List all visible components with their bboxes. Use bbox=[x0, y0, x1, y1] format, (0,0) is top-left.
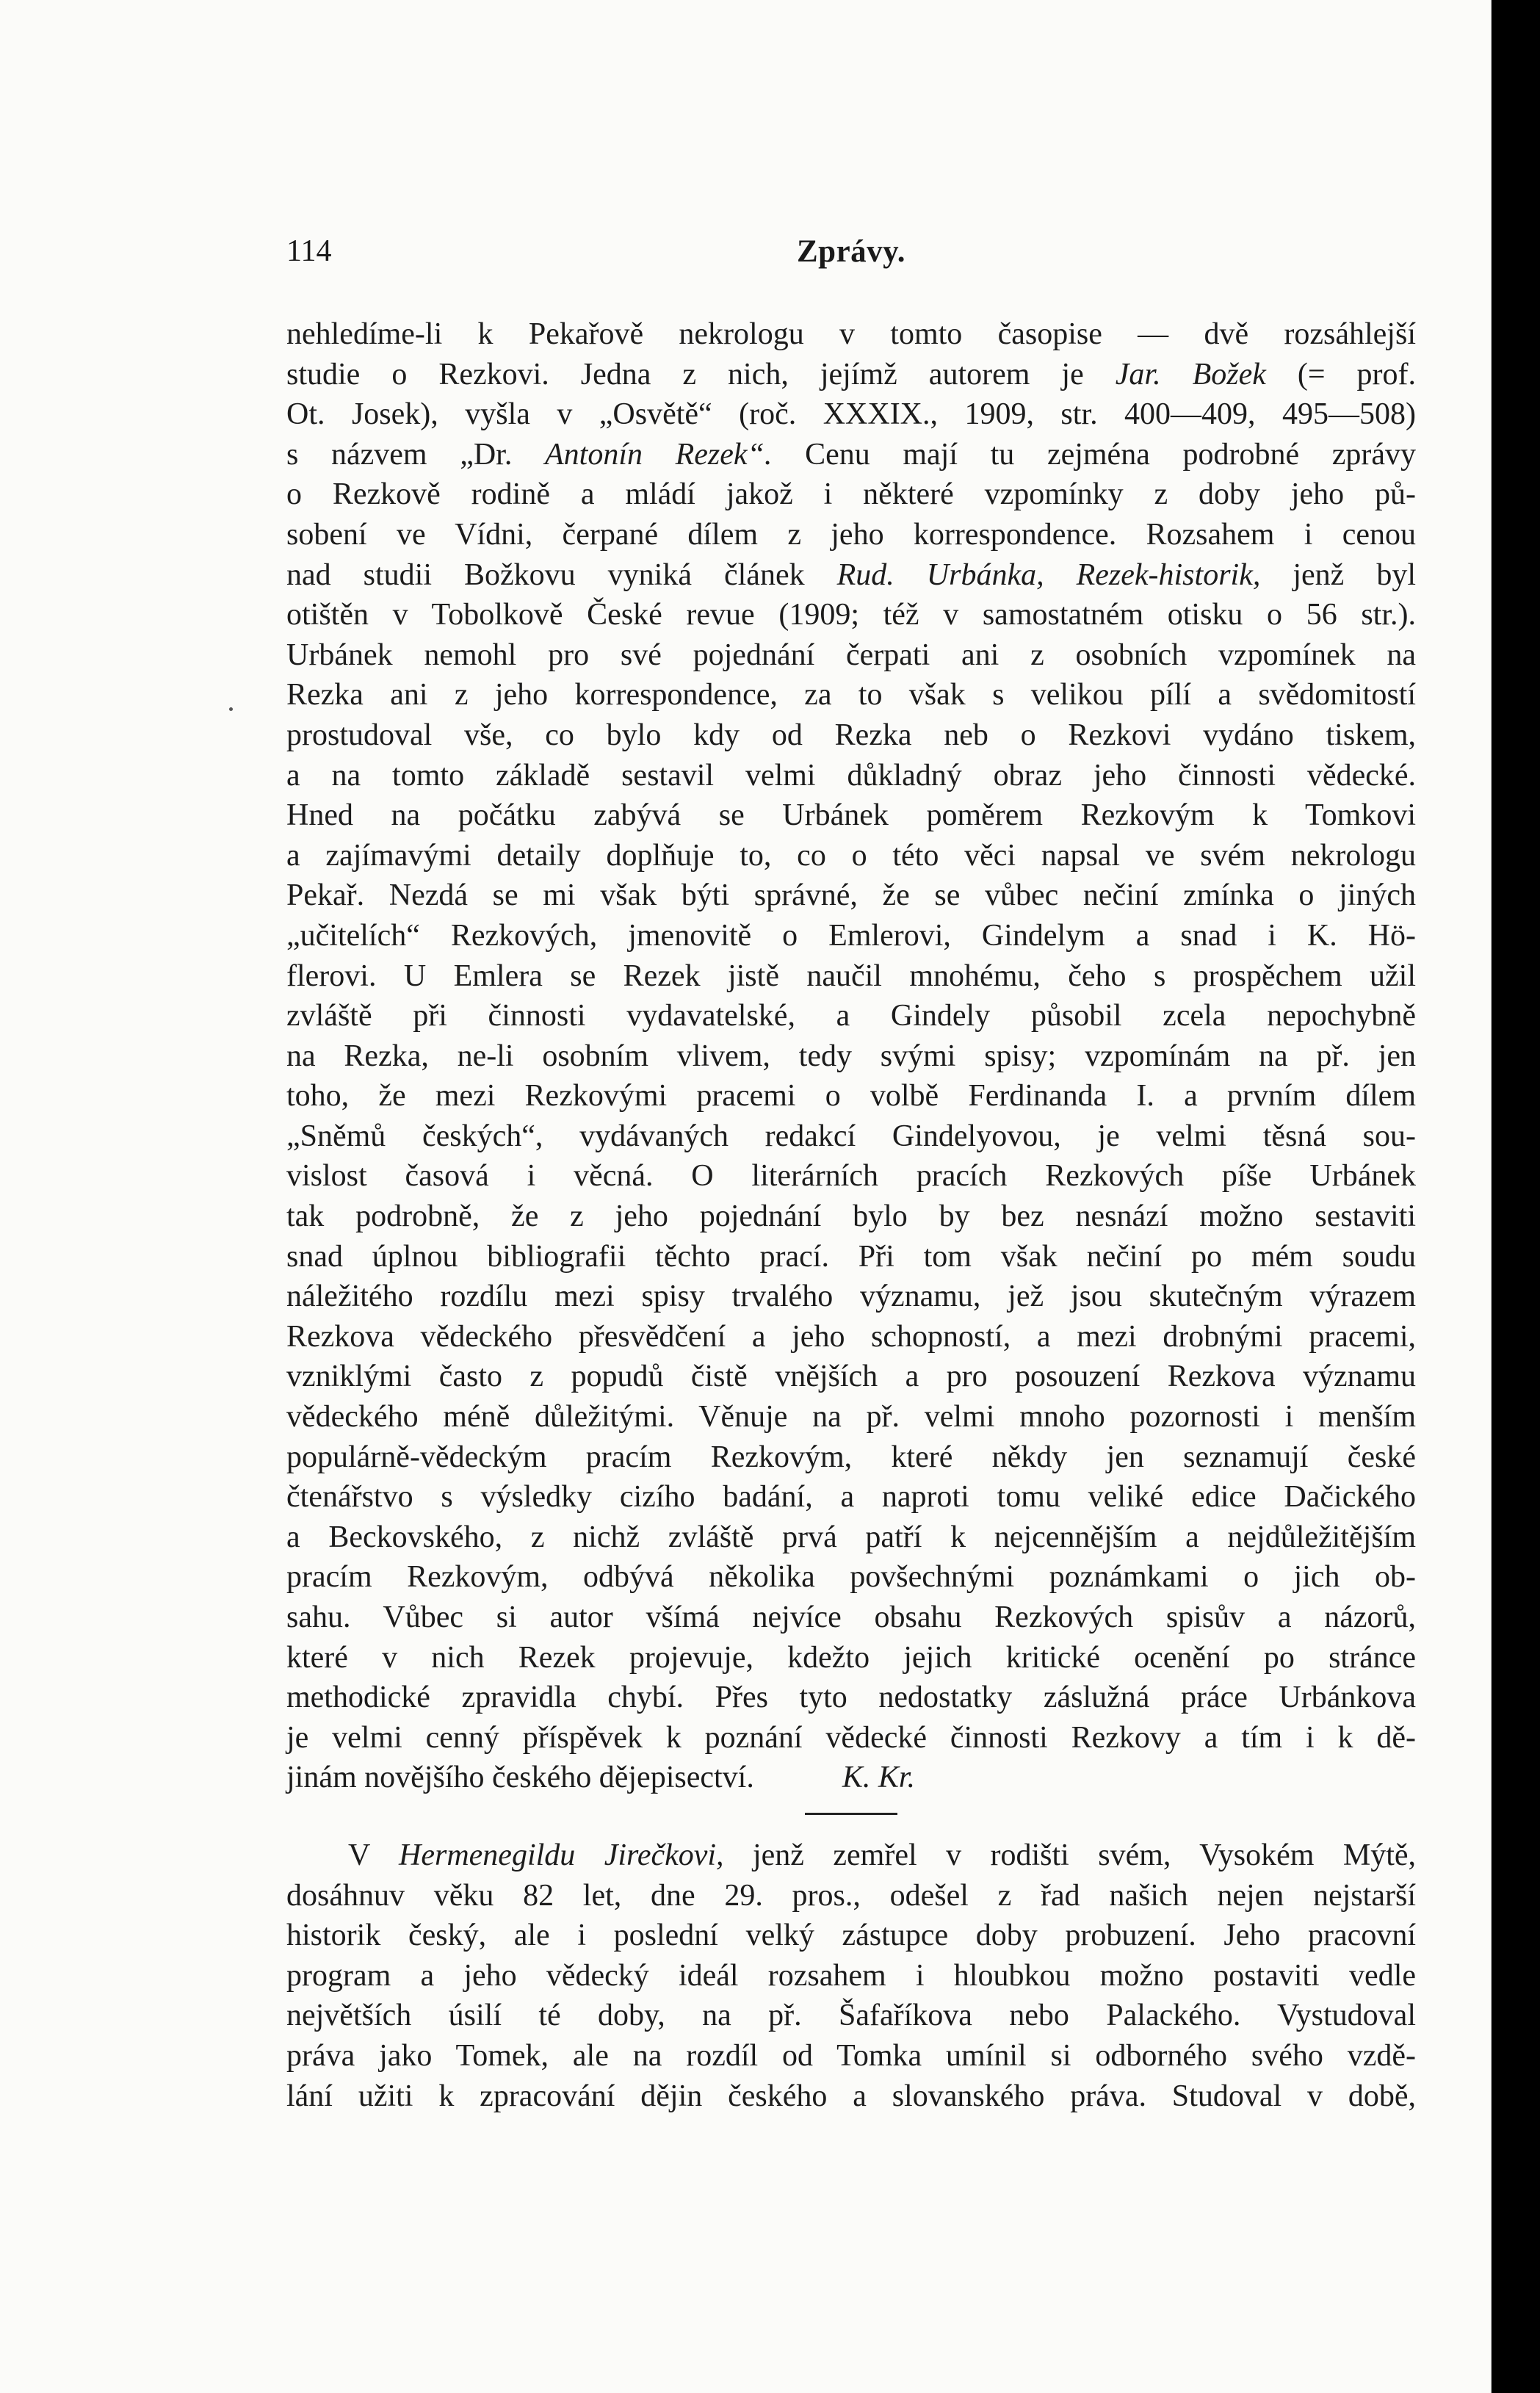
text-line: s názvem „Dr. Antonín Rezek“. Cenu mají tu zejména podrobné zprávy bbox=[286, 437, 1417, 472]
text-line: o Rezkově rodině a mládí jakož i některé vzpomínky z doby jeho pů- bbox=[286, 477, 1416, 512]
text-line: prostudoval vše, co bylo kdy od Rezka neb o Rezkovi vydáno tiskem, bbox=[286, 718, 1416, 752]
text-line: Rezkova vědeckého přesvědčení a jeho schopností, a mezi drobnými pracemi, bbox=[286, 1319, 1416, 1354]
author-name: Jar. Božek bbox=[1115, 357, 1266, 391]
text-line: je velmi cenný příspěvek k poznání vědecké činnosti Rezkovy a tím i k dě- bbox=[286, 1720, 1416, 1755]
text-line: flerovi. U Emlera se Rezek jistě naučil mnohému, čeho s prospěchem užil bbox=[286, 959, 1416, 993]
text-line: „učitelích“ Rezkových, jmenovitě o Emlerovi, Gindelym a snad i K. Hö- bbox=[286, 918, 1416, 953]
text-line: dosáhnuv věku 82 let, dne 29. pros., odešel z řad našich nejen nejstarší bbox=[286, 1878, 1416, 1913]
text-line: sobení ve Vídni, čerpané dílem z jeho korrespondence. Rozsahem i cenou bbox=[286, 517, 1416, 552]
text-line: sahu. Vůbec si autor všímá nejvíce obsahu Rezkových spisův a názorů, bbox=[286, 1600, 1416, 1634]
obituary-paragraph bbox=[286, 1836, 1416, 2116]
text-line: Ot. Josek), vyšla v „Osvětě“ (roč. XXXIX., 1909, str. 400—409, 495—508) bbox=[286, 397, 1416, 432]
section-divider bbox=[805, 1813, 897, 1815]
text-line: a Beckovského, z nichž zvláště prvá patří k nejcennějším a nejdůležitějším bbox=[286, 1520, 1416, 1554]
honoree-name: Hermenegildu Jirečkovi, bbox=[399, 1838, 724, 1872]
text-line: vzniklými často z popudů čistě vnějších a pro posouzení Rezkova významu bbox=[286, 1360, 1416, 1394]
text-line: toho, že mezi Rezkovými pracemi o volbě Ferdinanda I. a prvním dílem bbox=[286, 1079, 1416, 1114]
text-line: Urbánek nemohl pro své pojednání čerpati ani z osobních vzpomínek na bbox=[286, 638, 1416, 672]
text-line: pracím Rezkovým, odbývá několika povšechnými poznámkami o jich ob- bbox=[286, 1560, 1416, 1595]
text-line: a zajímavými detaily doplňuje to, co o této věci napsal ve svém nekrologu bbox=[286, 838, 1416, 873]
text-line: snad úplnou bibliografii těchto prací. Při tom však nečiní po mém soudu bbox=[286, 1239, 1416, 1274]
text-line: nehledíme-li k Pekařově nekrologu v tomto časopise — dvě rozsáhlejší bbox=[286, 317, 1416, 351]
text-line: populárně-vědeckým pracím Rezkovým, které někdy jen seznamují české bbox=[286, 1440, 1416, 1474]
article-author: Rud. Urbánka, Rezek-historik, bbox=[836, 557, 1261, 592]
text-line: Hned na počátku zabývá se Urbánek poměrem Rezkovým k Tomkovi bbox=[286, 798, 1416, 833]
text-line: Pekař. Nezdá se mi však býti správné, že se vůbec nečiní zmínka o jiných bbox=[286, 878, 1416, 913]
text-line: čtenářstvo s výsledky cizího badání, a naproti tomu veliké edice Dačického bbox=[286, 1480, 1416, 1515]
page-header bbox=[286, 234, 1416, 278]
article-title: Antonín Rezek“. bbox=[545, 437, 773, 472]
text-line: náležitého rozdílu mezi spisy trvalého významu, jež jsou skutečným výrazem bbox=[286, 1279, 1416, 1314]
review-paragraph bbox=[286, 314, 1416, 1798]
text-line: které v nich Rezek projevuje, kdežto jejich kritické ocenění po stránce bbox=[286, 1640, 1416, 1675]
text-line: Rezka ani z jeho korrespondence, za to však s velikou pílí a svědomitostí bbox=[286, 678, 1416, 712]
text-line: lání užiti k zpracování dějin českého a slovanského práva. Studoval v době, bbox=[286, 2079, 1416, 2113]
author-signature: K. Kr. bbox=[842, 1761, 916, 1795]
text-line: zvláště při činnosti vydavatelské, a Gindely působil zcela nepochybně bbox=[286, 999, 1416, 1033]
text-line: jinám novějšího českého dějepisectví. K. Kr. bbox=[286, 1761, 916, 1795]
text-line: studie o Rezkovi. Jedna z nich, jejímž autorem je Jar. Božek (= prof. bbox=[286, 357, 1417, 391]
text-line: methodické zpravidla chybí. Přes tyto nedostatky záslužná práce Urbánkova bbox=[286, 1681, 1416, 1715]
text-line: „Sněmů českých“, vydávaných redakcí Gindelyovou, je velmi těsná sou- bbox=[286, 1119, 1416, 1153]
article-body bbox=[286, 314, 1416, 2116]
text-line: tak podrobně, že z jeho pojednání bylo by bez nesnází možno sestaviti bbox=[286, 1199, 1416, 1234]
text-line: práva jako Tomek, ale na rozdíl od Tomka umínil si odborného svého vzdě- bbox=[286, 2038, 1416, 2073]
text-line: otištěn v Tobolkově České revue (1909; též v samostatném otisku o 56 str.). bbox=[286, 598, 1416, 632]
page-number: 114 bbox=[286, 234, 332, 268]
text-line: největších úsilí té doby, na př. Šafaříkova nebo Palackého. Vystudoval bbox=[286, 1999, 1416, 2033]
text-line: vědeckého méně důležitými. Věnuje na př. velmi mnoho pozornosti i menším bbox=[286, 1400, 1416, 1434]
text-line: V Hermenegildu Jirečkovi, jenž zemřel v rodišti svém, Vysokém Mýtě, bbox=[348, 1838, 1417, 1872]
text-line: historik český, ale i poslední velký zástupce doby probuzení. Jeho pracovní bbox=[286, 1919, 1416, 1953]
text-line: a na tomto základě sestavil velmi důkladný obraz jeho činnosti vědecké. bbox=[286, 758, 1416, 793]
text-line: vislost časová i věcná. O literárních pracích Rezkových píše Urbánek bbox=[286, 1159, 1416, 1194]
running-title: Zprávy. bbox=[796, 234, 906, 269]
text-line: nad studii Božkovu vyniká článek Rud. Urbánka, Rezek-historik, jenž byl bbox=[286, 557, 1417, 592]
text-line: na Rezka, ne-li osobním vlivem, tedy svými spisy; vzpomínám na př. jen bbox=[286, 1039, 1416, 1073]
scan-speck bbox=[229, 707, 233, 711]
text-line: program a jeho vědecký ideál rozsahem i hloubkou možno postaviti vedle bbox=[286, 1958, 1416, 1993]
